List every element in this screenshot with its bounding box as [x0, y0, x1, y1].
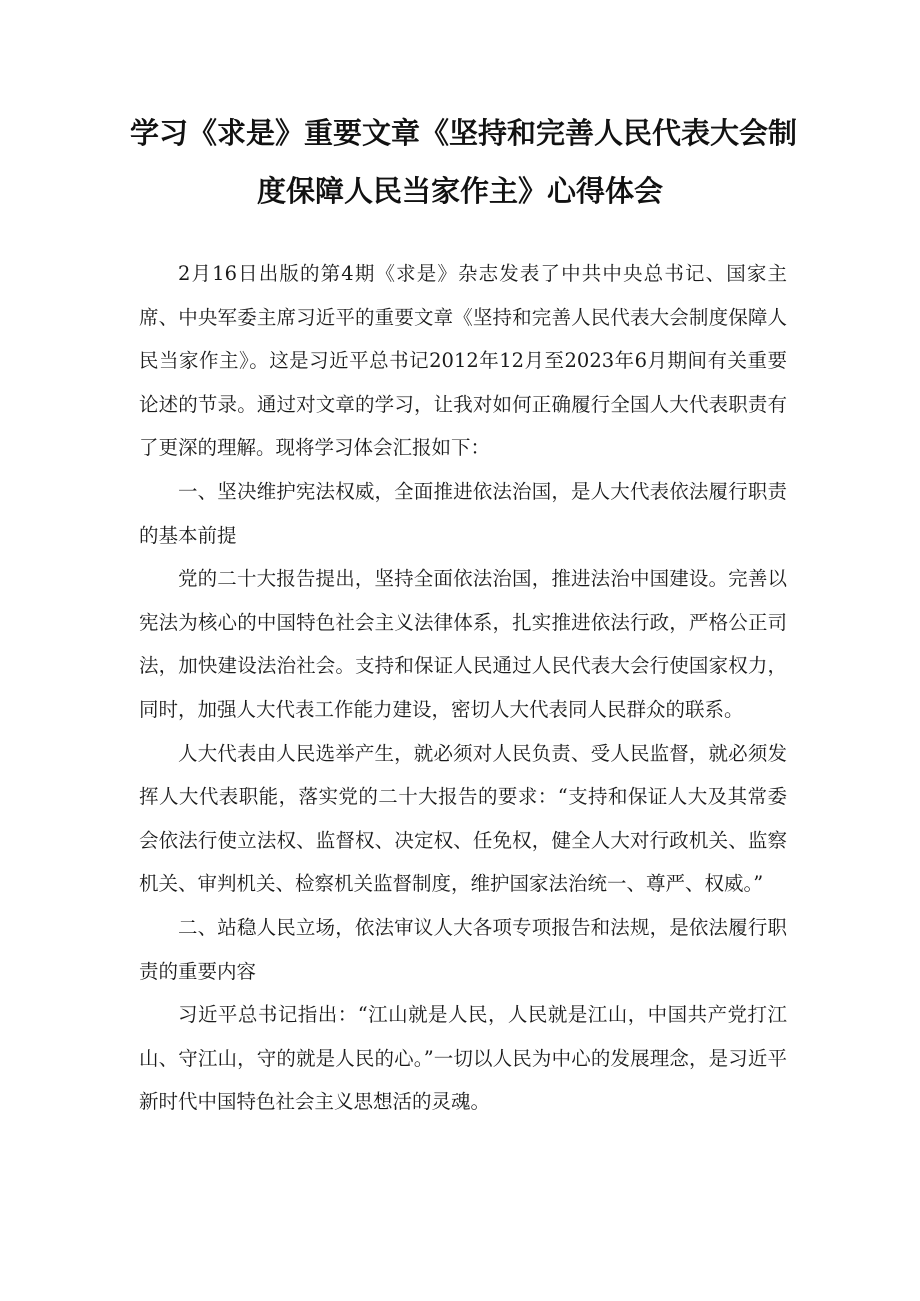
paragraph-deputy-duties: 人大代表由人民选举产生，就必须对人民负责、受人民监督，就必须发挥人大代表职能，落实党的二十大报告的要求：“支持和保证人大及其常委会依法行使立法权、监督权、决定权、任免权，健全人大对行政机关、监察机关、审判机关、检察机关监督制度，维护国家法治统一、尊严、权威。” [139, 741, 787, 896]
document-body [139, 252, 787, 1124]
paragraph-people-centered: 习近平总书记指出：“江山就是人民，人民就是江山，中国共产党打江山、守江山，守的就是人民的心。”一切以人民为中心的发展理念，是习近平新时代中国特色社会主义思想活的灵魂。 [139, 1003, 787, 1114]
document-title [130, 104, 798, 220]
title-line-2: 度保障人民当家作主》心得体会 [256, 174, 663, 208]
section-heading-1: 一、坚决维护宪法权威，全面推进依法治国，是人大代表依法履行职责的基本前提 [139, 479, 787, 547]
section-heading-2: 二、站稳人民立场，依法审议人大各项专项报告和法规，是依法履行职责的重要内容 [139, 915, 787, 983]
paragraph-rule-of-law: 党的二十大报告提出，坚持全面依法治国，推进法治中国建设。完善以宪法为核心的中国特色社会主义法律体系，扎实推进依法行政，严格公正司法，加快建设法治社会。支持和保证人民通过人民代表大会行使国家权力，同时，加强人大代表工作能力建设，密切人大代表同人民群众的联系。 [139, 567, 787, 721]
title-line-1: 学习《求是》重要文章《坚持和完善人民代表大会制 [130, 116, 798, 150]
paragraph-intro: 2月16日出版的第4期《求是》杂志发表了中共中央总书记、国家主席、中央军委主席习近平的重要文章《坚持和完善人民代表大会制度保障人民当家作主》。这是习近平总书记2012年12月至2023年6月期间有关重要论述的节录。通过对文章的学习，让我对如何正确履行全国人大代表职责有了更深的理解。现将学习体会汇报如下： [139, 262, 787, 460]
